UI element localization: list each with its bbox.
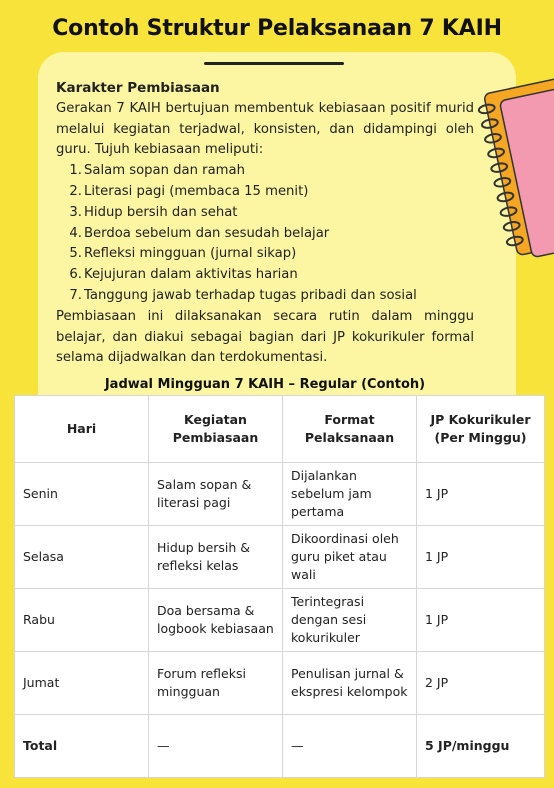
cell-jp: 2 JP (417, 652, 545, 715)
list-item: 6. Kejujuran dalam aktivitas harian (69, 267, 298, 283)
schedule-table (14, 395, 545, 778)
intro-paragraph: Gerakan 7 KAIH bertujuan membentuk kebiasaan positif murid melalui kegiatan terjadwal, konsisten, dan didampingi oleh guru. Tujuh kebiasaan meliputi: (56, 100, 474, 158)
cell-format: Terintegrasi dengan sesi kokurikuler (283, 589, 417, 652)
list-item: 5. Refleksi mingguan (jurnal sikap) (69, 246, 297, 262)
spiral-notebook-icon (470, 70, 554, 270)
total-format: — (283, 715, 417, 778)
cell-format: Penulisan jurnal & ekspresi kelompok (283, 652, 417, 715)
title-underline (204, 62, 344, 65)
table-row (15, 589, 545, 652)
list-item: 2. Literasi pagi (membaca 15 menit) (69, 183, 309, 199)
list-item: 3. Hidup bersih dan sehat (69, 204, 238, 220)
cell-activity: Forum refleksi mingguan (149, 652, 283, 715)
list-item: 1. Salam sopan dan ramah (69, 163, 245, 179)
cell-jp: 1 JP (417, 526, 545, 589)
table-header-row (15, 396, 545, 463)
closing-paragraph: Pembiasaan ini dilaksanakan secara rutin dalam minggu belajar, dan diakui sebagai bagian dari JP kokurikuler formal selama dijadwalkan dan terdokumentasi. (56, 308, 474, 366)
cell-activity: Salam sopan & literasi pagi (149, 463, 283, 526)
table-row (15, 526, 545, 589)
cell-activity: Hidup bersih & refleksi kelas (149, 526, 283, 589)
table-row (15, 652, 545, 715)
header-hari: Hari (15, 396, 149, 463)
cell-day: Jumat (15, 652, 149, 715)
intro-section (56, 78, 474, 369)
list-item: 4. Berdoa sebelum dan sesudah belajar (69, 225, 330, 241)
table-row (15, 463, 545, 526)
total-activity: — (149, 715, 283, 778)
cell-jp: 1 JP (417, 589, 545, 652)
page-title: Contoh Struktur Pelaksanaan 7 KAIH (52, 16, 502, 41)
cell-format: Dikoordinasi oleh guru piket atau wali (283, 526, 417, 589)
cell-day: Senin (15, 463, 149, 526)
header-jp: JP Kokurikuler (Per Minggu) (417, 396, 545, 463)
list-item: 7. Tanggung jawab terhadap tugas pribadi dan sosial (69, 287, 417, 303)
cell-day: Rabu (15, 589, 149, 652)
cell-format: Dijalankan sebelum jam pertama (283, 463, 417, 526)
habit-list (56, 161, 474, 307)
cell-jp: 1 JP (417, 463, 545, 526)
total-label: Total (15, 715, 149, 778)
header-kegiatan: Kegiatan Pembiasaan (149, 396, 283, 463)
cell-activity: Doa bersama & logbook kebiasaan (149, 589, 283, 652)
total-jp: 5 JP/minggu (417, 715, 545, 778)
table-title: Jadwal Mingguan 7 KAIH – Regular (Contoh) (104, 377, 426, 392)
cell-day: Selasa (15, 526, 149, 589)
section-heading: Karakter Pembiasaan (56, 80, 220, 96)
table-total-row (15, 715, 545, 778)
header-format: Format Pelaksanaan (283, 396, 417, 463)
